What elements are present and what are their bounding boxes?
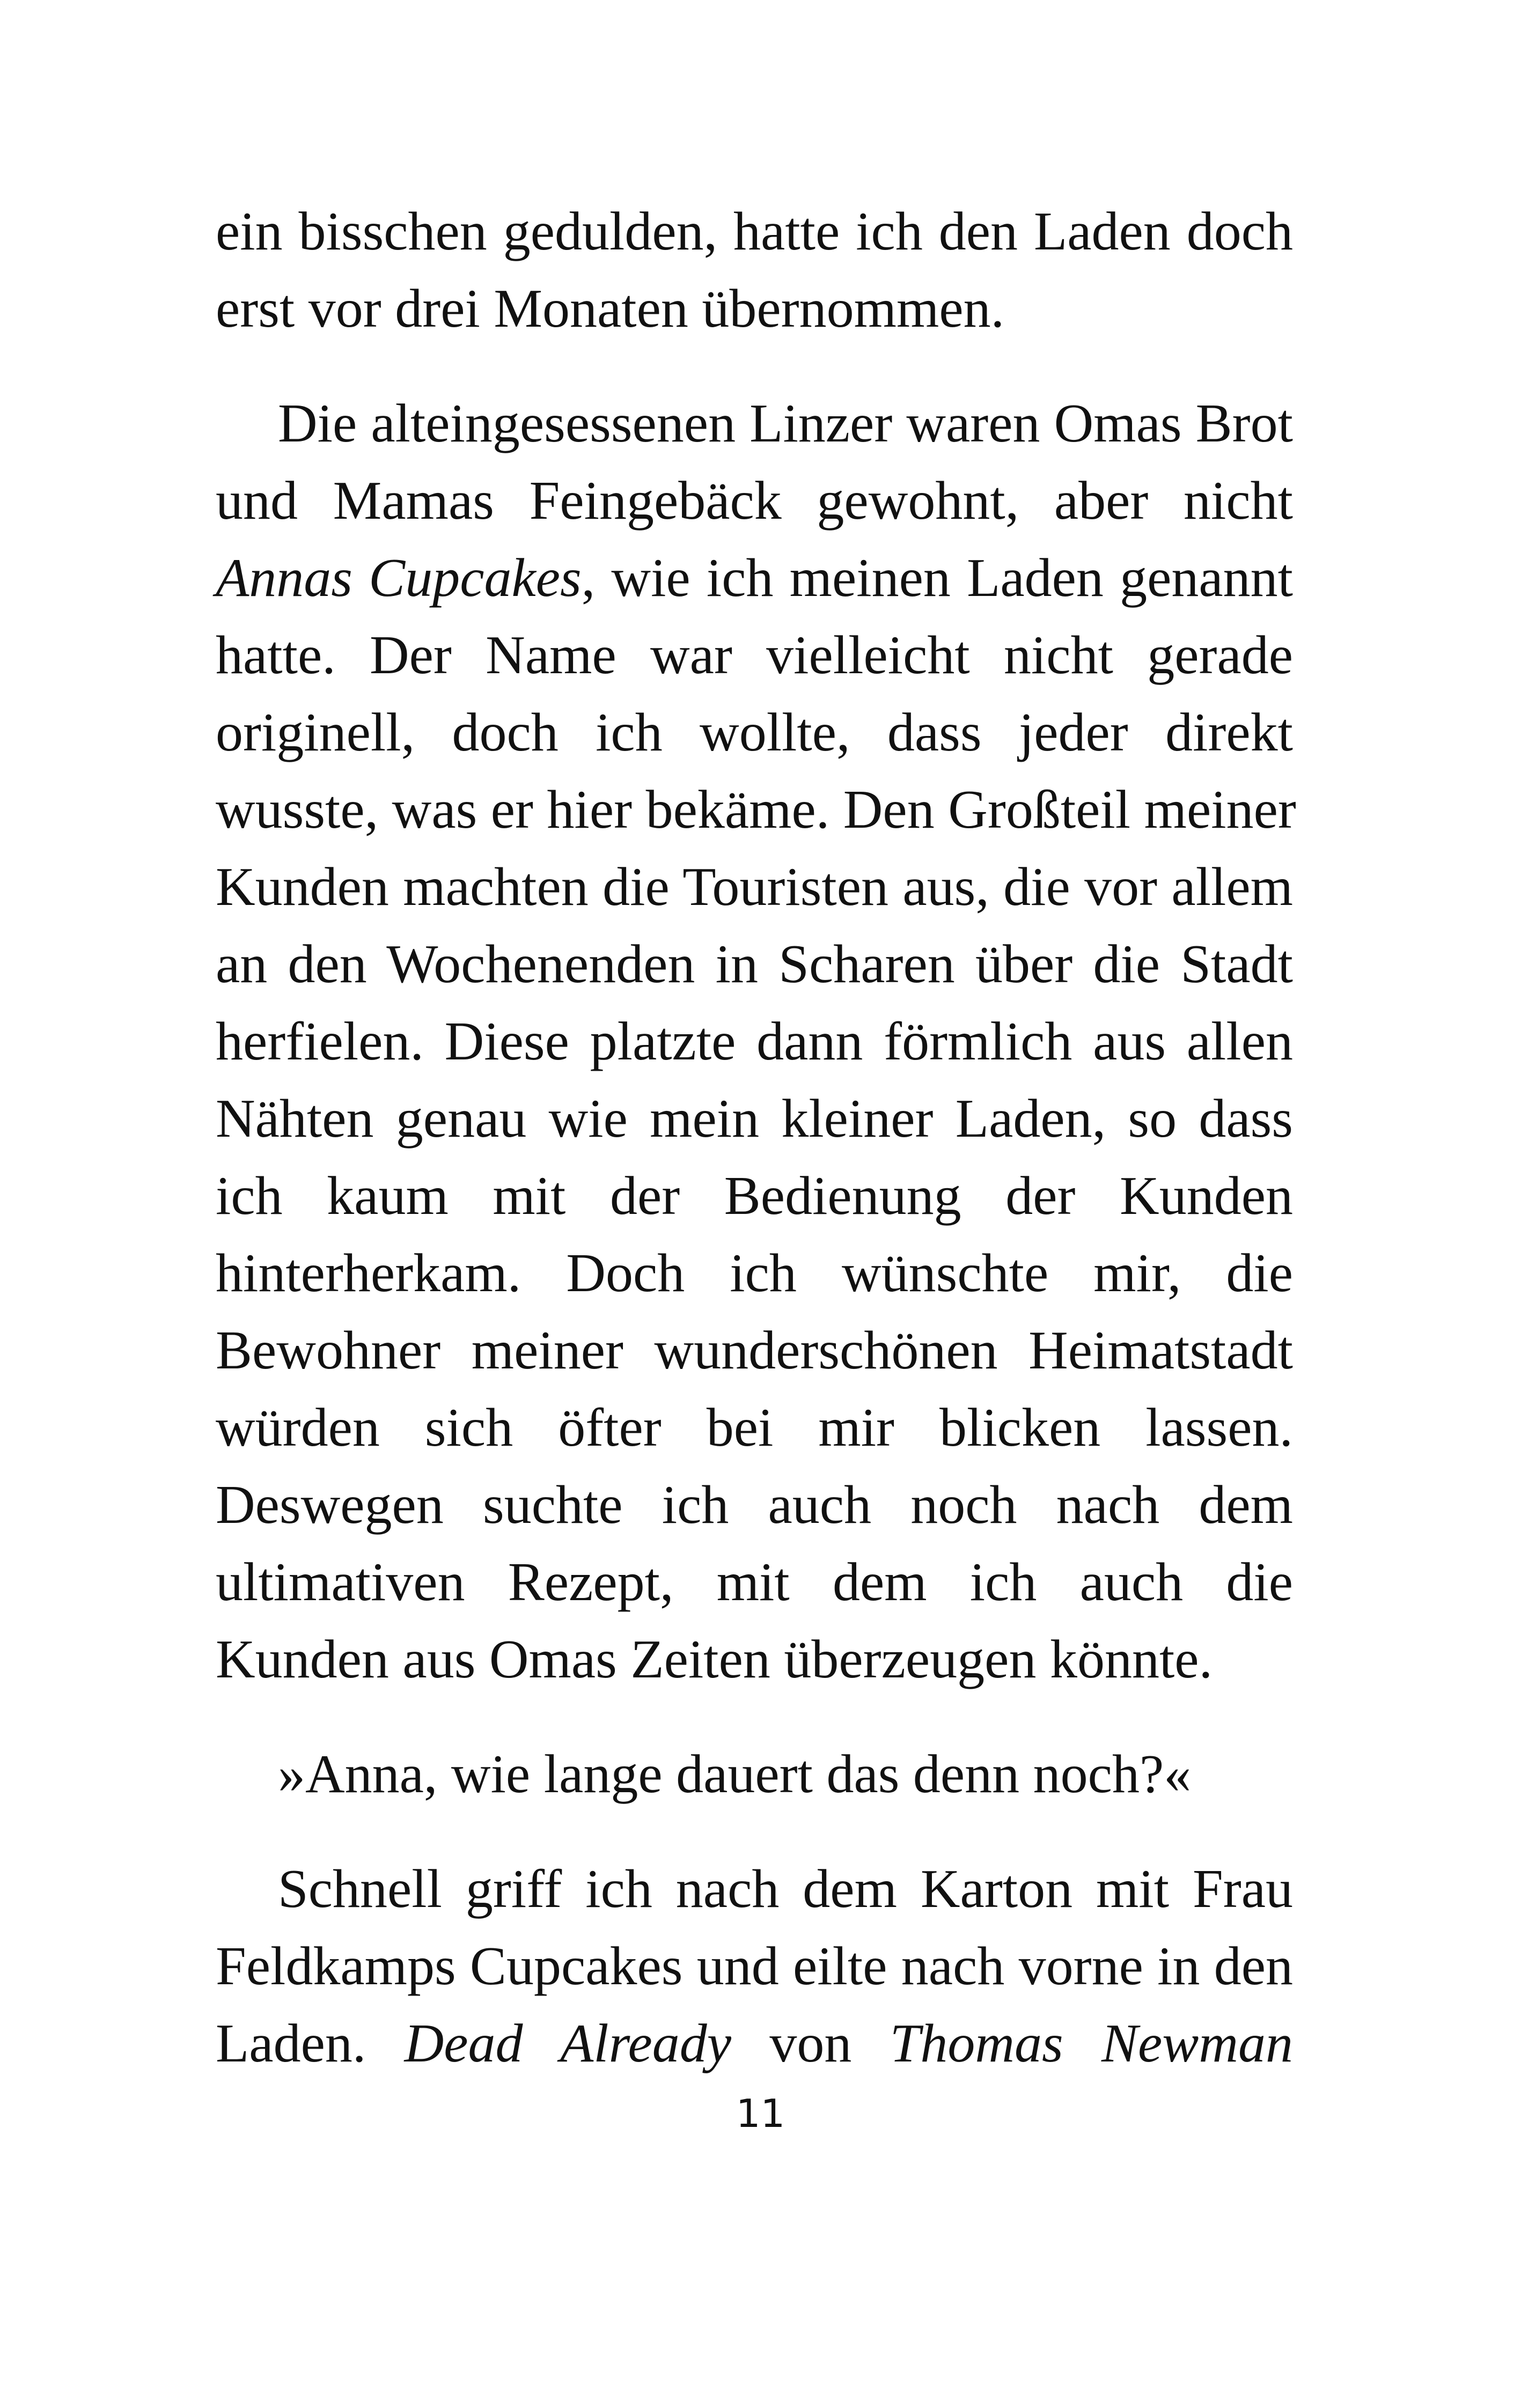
page-number: 11 [736, 2091, 785, 2136]
text-line: wusste, was er hier bekäme. Den Großteil meiner [216, 779, 1296, 840]
text-run: , wie ich meinen Laden genannt [581, 548, 1293, 608]
text-run: von [731, 2013, 890, 2074]
text-line: herfielen. Diese platzte dann förmlich aus allen [216, 1011, 1293, 1072]
paragraph-2 [216, 385, 1296, 1698]
text-line: Deswegen suchte ich auch noch nach dem [216, 1475, 1293, 1535]
paragraph-4 [216, 1851, 1293, 2082]
text-run: Laden. [216, 2013, 405, 2074]
text-line: und Mamas Feingebäck gewohnt, aber nicht [216, 470, 1293, 531]
text-line: Kunden aus Omas Zeiten überzeugen könnte. [216, 1629, 1213, 1690]
text-line: ich kaum mit der Bedienung der Kunden [216, 1166, 1293, 1226]
text-line: an den Wochenenden in Scharen über die Stadt [216, 934, 1293, 995]
text-line: Nähten genau wie mein kleiner Laden, so dass [216, 1088, 1293, 1149]
text-line: »Anna, wie lange dauert das denn noch?« [278, 1744, 1192, 1805]
text-line: hatte. Der Name war vielleicht nicht gerade [216, 625, 1293, 686]
text-line: Feldkamps Cupcakes und eilte nach vorne in den [216, 1936, 1293, 1997]
text-line: erst vor drei Monaten übernommen. [216, 278, 1005, 339]
text-line: Bewohner meiner wunderschönen Heimatstadt [216, 1320, 1293, 1381]
text-line: originell, doch ich wollte, dass jeder direkt [216, 702, 1293, 763]
text-line: Schnell griff ich nach dem Karton mit Frau [278, 1859, 1293, 1919]
text-line [216, 2005, 1293, 2082]
italic-composer-name: Thomas Newman [890, 2013, 1293, 2074]
text-line: ein bisschen gedulden, hatte ich den Laden doch [216, 201, 1293, 262]
book-page-body [216, 193, 1296, 2082]
text-line: Kunden machten die Touristen aus, die vor allem [216, 857, 1293, 917]
text-line: Die alteingesessenen Linzer waren Omas Brot [278, 393, 1293, 454]
text-line: würden sich öfter bei mir blicken lassen. [216, 1397, 1293, 1458]
text-line: hinterherkam. Doch ich wünschte mir, die [216, 1243, 1293, 1304]
text-line: ultimativen Rezept, mit dem ich auch die [216, 1552, 1293, 1612]
paragraph-3 [216, 1736, 1293, 1813]
italic-song-title: Dead Already [404, 2013, 732, 2074]
paragraph-1 [216, 193, 1293, 348]
italic-book-shop-name: Annas Cupcakes [216, 548, 582, 608]
text-line [216, 540, 1293, 617]
